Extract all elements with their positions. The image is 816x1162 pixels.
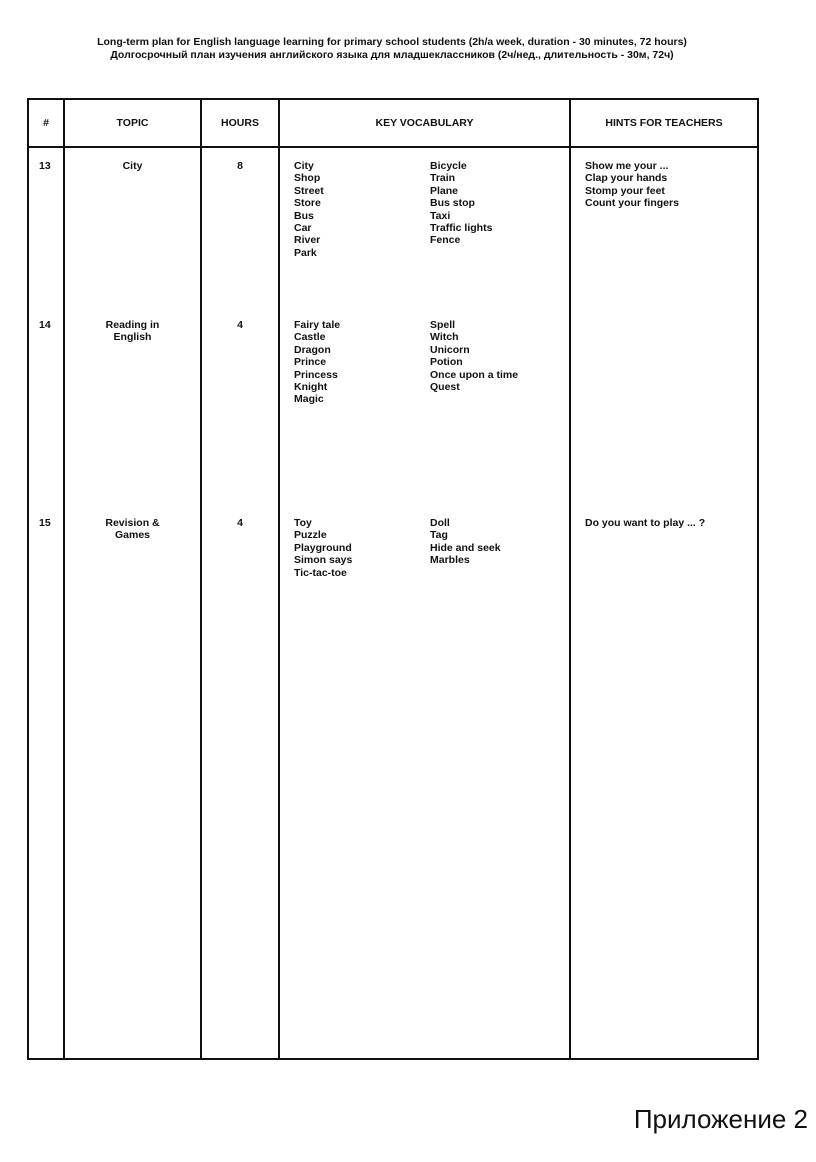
vocab-item: Princess (294, 368, 338, 381)
vocab-item: City (294, 160, 314, 172)
vocab-item: Fairy tale (294, 319, 341, 331)
row-vocabulary (279, 505, 570, 1059)
appendix-label: Приложение 2 (633, 1104, 808, 1134)
vocab-item: Quest (430, 381, 460, 394)
topic-line: Reading in (105, 319, 160, 331)
vocab-item: Taxi (430, 209, 451, 222)
vocabulary-column-2 (430, 160, 492, 247)
vocab-item: Train (430, 172, 456, 185)
vocab-item: Playground (294, 541, 352, 554)
plan-table (27, 98, 759, 1060)
vocab-item: Tag (430, 529, 448, 542)
vocabulary-column-1 (294, 319, 430, 406)
vocab-item: Spell (430, 319, 456, 331)
title-english: Long-term plan for English language learning for primary school students (2h/a week, duration - 30 minutes, 72 hours) (97, 36, 687, 48)
row-hours: 4 (201, 307, 279, 505)
row-hints (570, 147, 758, 307)
row-number: 15 (28, 505, 64, 1059)
row-vocabulary (279, 307, 570, 505)
hint-item: Do you want to play ... ? (585, 517, 706, 529)
vocab-item: Doll (430, 517, 450, 529)
vocab-item: Store (294, 197, 321, 210)
vocab-item: Puzzle (294, 529, 327, 542)
hint-item: Clap your hands (585, 172, 668, 185)
column-header-topic: TOPIC (64, 99, 201, 147)
row-topic: City (64, 147, 201, 307)
vocab-item: Toy (294, 517, 312, 529)
row-hints (570, 505, 758, 1059)
vocab-item: Castle (294, 331, 326, 344)
vocab-item: Bicycle (430, 160, 467, 172)
hint-item: Stomp your feet (585, 184, 665, 197)
vocab-item: Bus (294, 209, 314, 222)
vocab-item: Plane (430, 184, 459, 197)
row-topic (64, 307, 201, 505)
vocab-item: River (294, 234, 321, 247)
vocabulary-column-1 (294, 517, 430, 579)
vocab-item: Shop (294, 172, 321, 185)
column-header-key-vocabulary: KEY VOCABULARY (279, 99, 570, 147)
vocab-item: Dragon (294, 343, 331, 356)
vocabulary-column-2 (430, 319, 518, 393)
vocab-item: Knight (294, 381, 328, 394)
vocab-item: Witch (430, 331, 459, 344)
vocab-item: Marbles (430, 554, 470, 567)
topic-line: English (113, 331, 152, 344)
vocab-item: Once upon a time (430, 368, 519, 381)
row-hints (570, 307, 758, 505)
vocab-item: Hide and seek (430, 541, 501, 554)
document-header (0, 36, 784, 62)
vocabulary-column-2 (430, 517, 501, 567)
vocabulary-column-1 (294, 160, 430, 259)
topic-line: Revision & (105, 517, 160, 529)
row-number: 13 (28, 147, 64, 307)
hint-item: Count your fingers (585, 197, 679, 210)
row-vocabulary (279, 147, 570, 307)
vocab-item: Potion (430, 356, 463, 369)
vocab-item: Traffic lights (430, 222, 493, 235)
column-header-hours: HOURS (201, 99, 279, 147)
hint-item: Show me your ... (585, 160, 669, 172)
row-number: 14 (28, 307, 64, 505)
vocab-item: Street (294, 184, 324, 197)
table-row (28, 505, 758, 1059)
table-header-row (28, 99, 758, 147)
vocab-item: Bus stop (430, 197, 475, 210)
topic-line: Games (114, 529, 151, 542)
column-header-number: # (28, 99, 64, 147)
vocab-item: Unicorn (430, 343, 470, 356)
vocab-item: Park (294, 246, 317, 259)
vocab-item: Simon says (294, 554, 353, 567)
row-hours: 8 (201, 147, 279, 307)
title-russian: Долгосрочный план изучения английского языка для младшеклассников (2ч/нед., длительность - 30м, 72ч) (110, 49, 674, 61)
vocab-item: Magic (294, 393, 324, 406)
vocab-item: Fence (430, 234, 461, 247)
vocab-item: Tic-tac-toe (294, 566, 347, 579)
row-topic (64, 505, 201, 1059)
vocab-item: Car (294, 222, 312, 235)
table-row (28, 307, 758, 505)
vocab-item: Prince (294, 356, 327, 369)
table-row (28, 147, 758, 307)
column-header-hints: HINTS FOR TEACHERS (570, 99, 758, 147)
row-hours: 4 (201, 505, 279, 1059)
